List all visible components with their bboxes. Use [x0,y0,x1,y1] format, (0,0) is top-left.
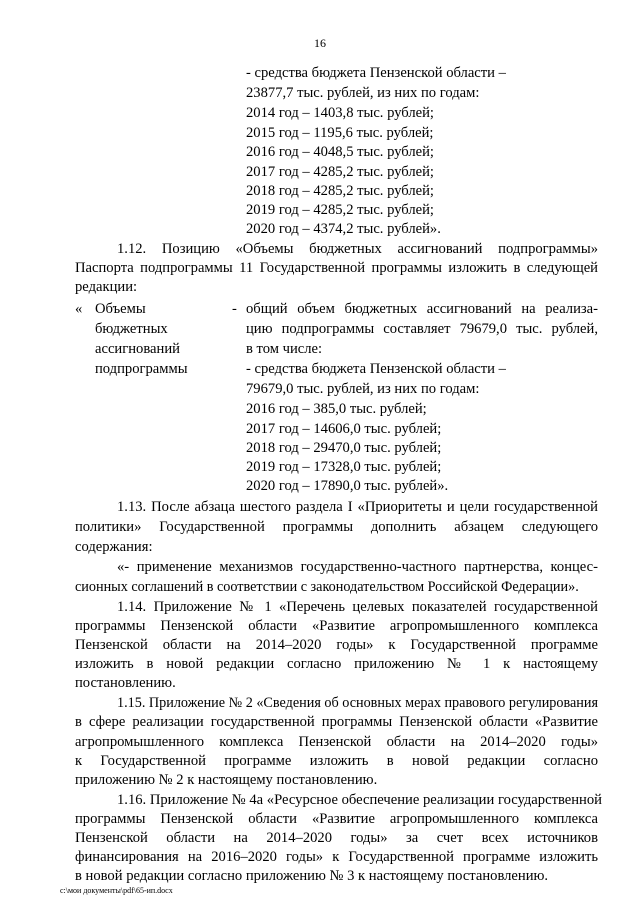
paragraph-line: 1.12. Позицию «Объемы бюджетных ассигнований подпрограммы» [117,241,598,257]
budget-line: 2019 год – 4285,2 тыс. рублей; [246,202,434,218]
paragraph-line: «- применение механизмов государственно-частного партнерства, концес- [117,559,598,575]
paragraph-line: Пензенской области на 2014–2020 годы» за счет всех источников [75,830,598,846]
budget-line: 2018 год – 4285,2 тыс. рублей; [246,183,434,199]
table-right-cell-line: 2020 год – 17890,0 тыс. рублей». [246,478,449,494]
budget-line: 2015 год – 1195,6 тыс. рублей; [246,125,434,141]
paragraph-line: приложению № 2 к настоящему постановлению. [75,772,378,788]
budget-line: 2020 год – 4374,2 тыс. рублей». [246,221,441,237]
table-right-cell-line: 2019 год – 17328,0 тыс. рублей; [246,459,442,475]
paragraph-line: постановлению. [75,675,176,691]
paragraph-line: финансирования на 2016–2020 годы» к Государственной программе изложить [75,849,598,865]
paragraph-line: к Государственной программе изложить в новой редакции согласно [75,753,598,769]
table-right-cell-line: 2016 год – 385,0 тыс. рублей; [246,401,427,417]
table-right-cell-line: в том числе: [246,341,323,357]
table-right-cell-line: 2017 год – 14606,0 тыс. рублей; [246,421,442,437]
table-right-cell-line: - средства бюджета Пензенской области – [246,361,506,377]
budget-line: 23877,7 тыс. рублей, из них по годам: [246,85,480,101]
budget-line: 2014 год – 1403,8 тыс. рублей; [246,105,434,121]
paragraph-line: 1.16. Приложение № 4а «Ресурсное обеспечение реализации государственной [117,792,602,808]
paragraph-line: политики» Государственной программы дополнить абзацем следующего [75,519,598,535]
paragraph-line: 1.14. Приложение № 1 «Перечень целевых показателей государственной [117,599,598,615]
page-number: 16 [314,36,326,50]
paragraph-line: сионных соглашений в соответствии с законодательством Российской Федерации». [75,579,579,595]
paragraph-line: Пензенской области на 2014–2020 годы» к Государственной программе [75,637,598,653]
table-right-cell-line: общий объем бюджетных ассигнований на реализа- [246,301,598,317]
paragraph-line: в новой редакции согласно приложению № 3 к настоящему постановлению. [75,868,549,884]
paragraph-line: программы Пензенской области «Развитие агропромышленного комплекса [75,811,598,827]
paragraph-line: редакции: [75,279,138,295]
table-dash: - [232,301,237,317]
table-right-cell-line: 79679,0 тыс. рублей, из них по годам: [246,381,480,397]
table-right-cell-line: 2018 год – 29470,0 тыс. рублей; [246,440,442,456]
paragraph-line: содержания: [75,539,153,555]
table-right-cell-line: цию подпрограммы составляет 79679,0 тыс. рублей, [246,321,598,337]
table-left-cell-line: подпрограммы [95,361,188,377]
paragraph-line: 1.13. После абзаца шестого раздела I «Приоритеты и цели государственной [117,499,598,515]
paragraph-line: в сфере реализации государственной программы Пензенской области «Развитие [75,714,598,730]
file-path-footer: c:\мои документы\pdf\65-ип.docx [60,886,173,895]
paragraph-line: изложить в новой редакции согласно приложению № 1 к настоящему [75,656,598,672]
paragraph-line: 1.15. Приложение № 2 «Сведения об основных мерах правового регулирования [117,695,598,711]
paragraph-line: программы Пензенской области «Развитие агропромышленного комплекса [75,618,598,634]
paragraph-line: Паспорта подпрограммы 11 Государственной программы изложить в следующей [75,260,598,276]
paragraph-line: агропромышленного комплекса Пензенской области на 2014–2020 годы» [75,734,598,750]
opening-quote: « [75,301,83,317]
table-left-cell-line: ассигнований [95,341,180,357]
budget-line: 2016 год – 4048,5 тыс. рублей; [246,144,434,160]
table-left-cell-line: Объемы [95,301,146,317]
table-left-cell-line: бюджетных [95,321,168,337]
budget-line: - средства бюджета Пензенской области – [246,65,506,81]
budget-line: 2017 год – 4285,2 тыс. рублей; [246,164,434,180]
